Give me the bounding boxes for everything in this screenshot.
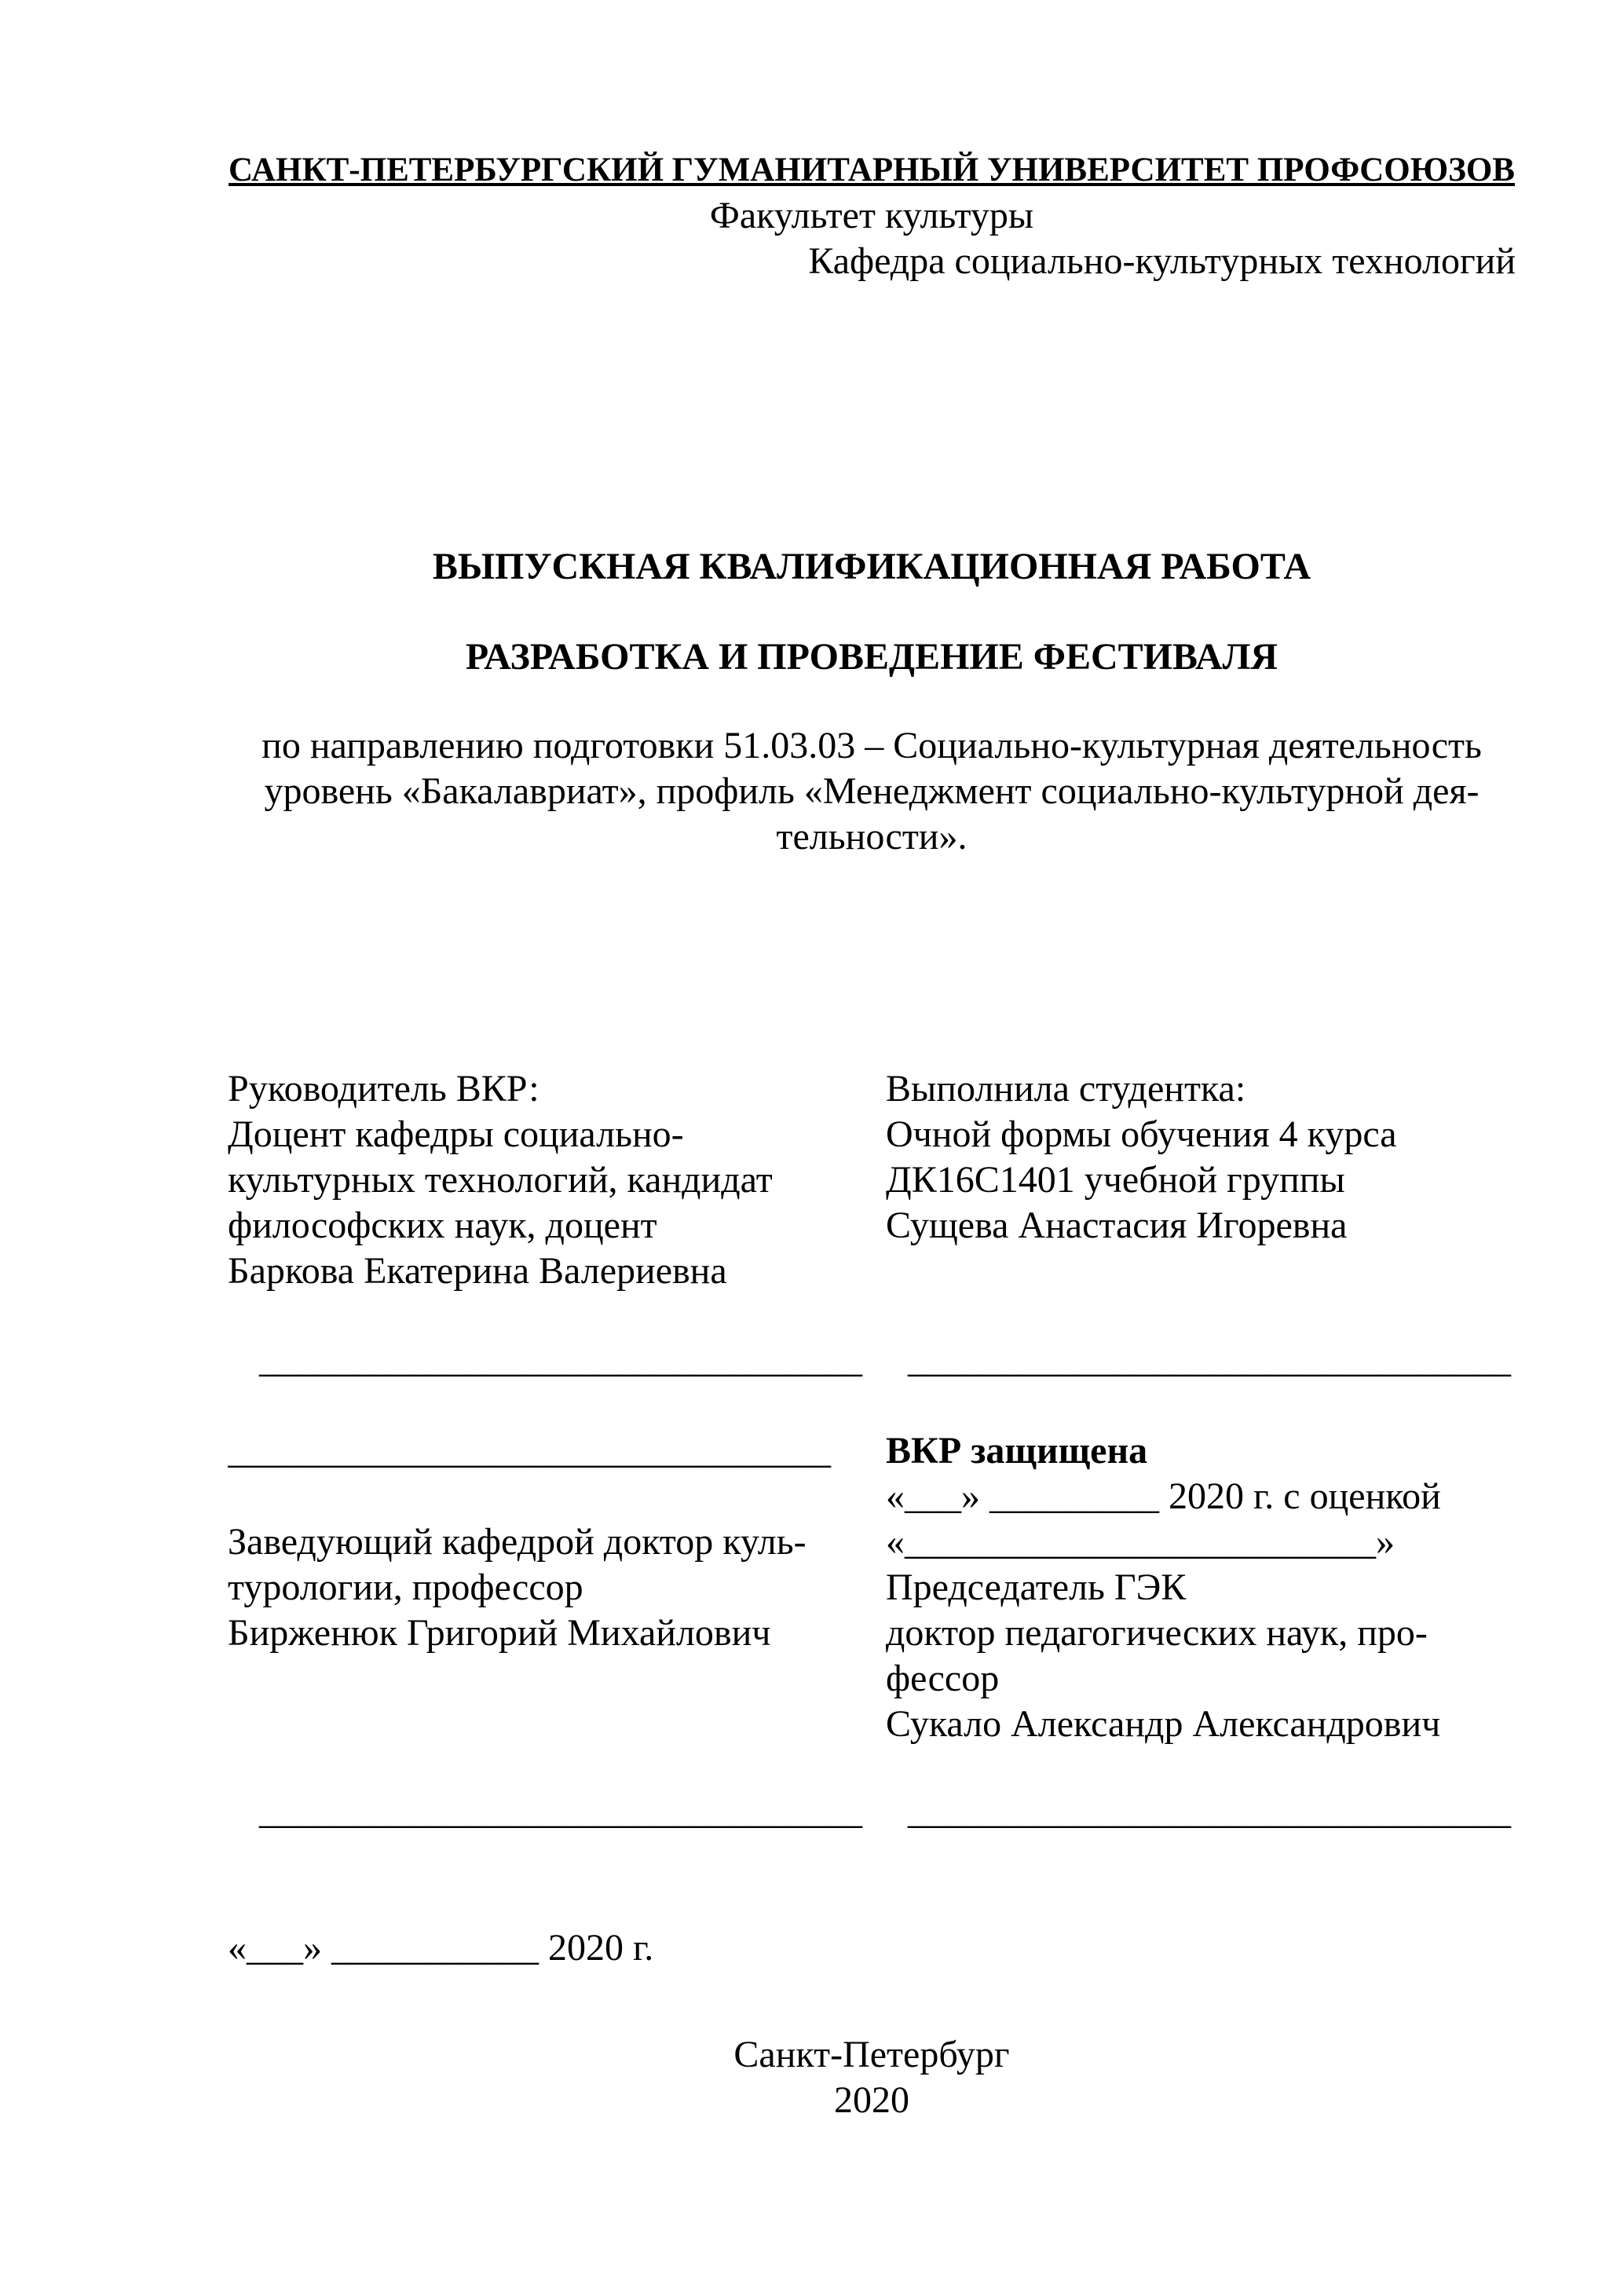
student-role-label: Выполнила студентка: xyxy=(886,1068,1246,1110)
supervisor-line: философских наук, доцент xyxy=(228,1205,657,1246)
program-line-1: по направлению подготовки 51.03.03 – Социально-культурная деятельность xyxy=(262,725,1482,766)
defense-block xyxy=(886,1428,1516,1747)
head-title-line: Заведующий кафедрой доктор куль- xyxy=(228,1521,807,1563)
signature-row-1 xyxy=(228,1337,1516,1383)
program-info xyxy=(228,723,1516,860)
work-type-title: ВЫПУСКНАЯ КВАЛИФИКАЦИОННАЯ РАБОТА xyxy=(432,546,1311,587)
supervisor-line: культурных технологий, кандидат xyxy=(228,1159,773,1201)
program-line-2: уровень «Бакалавриат», профиль «Менеджмент социально-культурной дея- xyxy=(264,770,1480,812)
supervisor-line: Доцент кафедры социально- xyxy=(228,1113,684,1155)
footer-city: Санкт-Петербург xyxy=(733,2034,1010,2075)
student-block xyxy=(886,1066,1516,1294)
gek-chair-title-line: фессор xyxy=(886,1658,1000,1699)
department-name: Кафедра социально-культурных технологий xyxy=(808,240,1516,282)
head-signature-line: ________________________________ xyxy=(228,1430,831,1472)
approval-columns xyxy=(228,1428,1516,1747)
university-name: САНКТ-ПЕТЕРБУРГСКИЙ ГУМАНИТАРНЫЙ УНИВЕРСИТЕТ ПРОФСОЮЗОВ xyxy=(229,152,1515,188)
program-line-3: тельности». xyxy=(776,816,967,857)
supervisor-block xyxy=(228,1066,886,1294)
footer-block xyxy=(228,2032,1516,2123)
blank-line xyxy=(228,1474,886,1519)
thesis-title: РАЗРАБОТКА И ПРОВЕДЕНИЕ ФЕСТИВАЛЯ xyxy=(465,636,1278,678)
defense-title: ВКР защищена xyxy=(886,1430,1148,1472)
head-bottom-signature-line: ________________________________ xyxy=(259,1790,862,1832)
head-name: Бирженюк Григорий Михайлович xyxy=(228,1612,771,1654)
supervisor-role-label: Руководитель ВКР: xyxy=(228,1068,540,1110)
student-group-line: ДК16С1401 учебной группы xyxy=(886,1159,1345,1201)
head-title-line: турологии, профессор xyxy=(228,1567,583,1608)
gek-chair-title-line: доктор педагогических наук, про- xyxy=(886,1612,1428,1654)
student-signature-line: ________________________________ xyxy=(908,1339,1511,1380)
head-of-department-block xyxy=(228,1428,886,1747)
supervisor-signature-line: ________________________________ xyxy=(259,1339,862,1380)
gek-chair-name: Сукало Александр Александрович xyxy=(886,1703,1441,1745)
chair-bottom-signature-line: ________________________________ xyxy=(908,1790,1511,1832)
gek-chair-label: Председатель ГЭК xyxy=(886,1567,1187,1608)
student-line: Очной формы обучения 4 курса xyxy=(886,1113,1397,1155)
approval-date-line: «___» ___________ 2020 г. xyxy=(228,1927,654,1969)
student-name: Сущева Анастасия Игоревна xyxy=(886,1205,1348,1246)
supervisor-name: Баркова Екатерина Валериевна xyxy=(228,1250,727,1292)
footer-year: 2020 xyxy=(834,2079,909,2121)
signature-row-2 xyxy=(228,1789,1516,1834)
defense-grade-blank-line: «_________________________» xyxy=(886,1521,1395,1563)
people-columns xyxy=(228,1066,1516,1294)
defense-date-grade-line: «___» _________ 2020 г. с оценкой xyxy=(886,1475,1441,1517)
faculty-name: Факультет культуры xyxy=(709,195,1034,236)
